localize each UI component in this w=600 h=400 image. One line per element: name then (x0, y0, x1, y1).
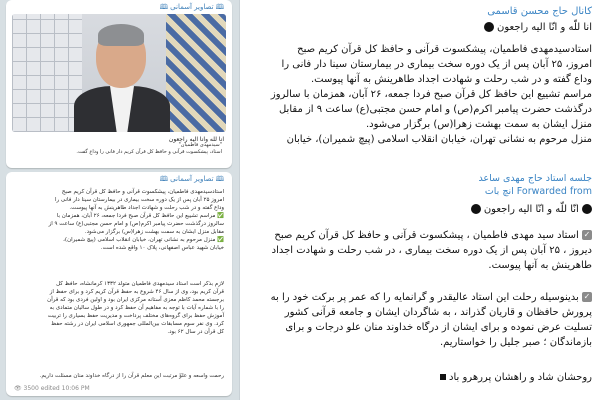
intro-paragraph (252, 42, 592, 147)
text-line: استادسیدمهدی فاطمیان، پیشکسوت قرآنی و حافظ کل قرآن کریم صبح (61, 189, 224, 195)
message-body-2 (12, 280, 224, 336)
channel-link[interactable]: کانال حاج محسن قاسمی (487, 6, 592, 17)
paragraph-2 (252, 228, 592, 273)
quote-text (32, 142, 222, 156)
line-text: تسلیت عرض نموده و برای ایشان از درگاه خداوند منان علو درجات و برای (285, 322, 592, 333)
heading-text-2: انّا للّه و انّا الیه راجعون (483, 204, 579, 215)
text-line: سالروز درگذشت حضرت پیامبر اکرم(ص) و امام حسن مجتبی(ع) ساعت ۹ از (48, 221, 224, 227)
portrait-hair (98, 24, 144, 46)
square-bullet-icon (440, 374, 446, 380)
forwarded-suffix[interactable]: انچ بات (484, 186, 514, 197)
text-line (252, 290, 592, 305)
black-circle-icon (582, 204, 592, 214)
text-line (252, 320, 592, 335)
line-text: بدینوسیله رحلت این استاد عالیقدر و گرانمایه را که عمر پر برکت خود را به (270, 292, 579, 303)
portrait-photo[interactable] (12, 14, 226, 132)
check-icon: ✓ (583, 230, 591, 239)
message-bubble-text[interactable] (6, 172, 232, 396)
message-meta: 👁 3500 edited 10:06 PM (14, 385, 90, 392)
heading-condolence (484, 22, 592, 33)
text-line: استادسیدمهدی فاطمیان، پیشکسوت قرآنی و حافظ کل قرآن کریم صبح (297, 44, 592, 55)
forwarded-from-row (252, 186, 592, 197)
message-closing: رحمت واسعه و علوّ مرتبت این معلم قرآن را از درگاه خداوند منان مسئلت داریم. (39, 373, 224, 379)
text-line: آموزش حفظ برای گروه‌های مختلف پرداخت و مدیریت حفظ بسیاری را تربیت (47, 313, 224, 319)
message-bubble-photo[interactable] (6, 0, 232, 168)
paragraph-3 (252, 290, 592, 350)
text-line: منزل مرحوم به نشانی تهران، خیابان انقلاب اسلامی (پیچ شمیران)، خیابان (286, 134, 592, 145)
line-text: استاد سید مهدی فاطمیان ، پیشکسوت قرآنی و حافظ کل قرآن کریم صبح (274, 230, 579, 241)
text-line (252, 335, 592, 350)
text-line (252, 258, 592, 273)
black-circle-icon (484, 22, 494, 32)
line-text: طاهرینش به آنها پیوست. (488, 260, 592, 271)
text-line: لازم بذکر است استاد سیدمهدی فاطمیان متولد ۱۳۳۲ کرمانشاه، حافظ کل (56, 281, 224, 287)
sender-name[interactable]: 🕮 تصاویر آسمانی 🕮 (159, 175, 224, 183)
forwarded-name[interactable]: جلسه استاد حاج مهدی ساعد (478, 173, 592, 184)
text-line: وداع گفته و در شب رحلت و شهادت اجداد طاهرینش به آنها پیوست. (310, 74, 592, 85)
photo-caption: انا لله وانا الیه راجعون (168, 136, 224, 143)
text-line: وداع گفته و در شب رحلت و شهادت اجداد طاهرینش به آنها پیوست. (69, 205, 224, 211)
text-line: خیابان شهید عباس اصفهانی، پلاک ۱۰ واقع شده است. (100, 245, 224, 251)
article-text (244, 0, 600, 400)
window-lattice (12, 14, 82, 132)
text-line: ✅ مراسم تشییع این حافظ کل قرآن صبح فردا جمعه، ۲۶ آبان، همزمان با (56, 213, 224, 219)
text-line: کل قرآن در سال ۶۲ بود. (167, 329, 224, 335)
line-text: بازماندگان ؛ صبر جلیل را خواستاریم. (439, 337, 592, 348)
tiled-wall (166, 14, 226, 132)
text-line: ✅ منزل مرحوم به نشانی تهران، خیابان انقلاب اسلامی (پیچ شمیران)، (63, 237, 224, 243)
text-line: درگذشت حضرت پیامبر اکرم(ص) و امام حسن مجتبی(ع) ساعت ۹ از مقابل (278, 104, 592, 115)
text-line: مراسم تشییع این حافظ کل قرآن صبح فردا جمعه، ۲۶ آبان، همزمان با سالروز (270, 89, 592, 100)
chat-screenshot (0, 0, 240, 400)
black-circle-icon (471, 204, 481, 214)
line-text: دیروز ، ۲۵ آبان پس از یک دوره سخت بیماری ، در شب رحلت و شهادت اجداد (271, 245, 592, 256)
text-line: منزل ایشان به سمت بهشت زهرا(س) برگزار می‌شود. (365, 119, 592, 130)
text-line (252, 228, 592, 243)
text-line: مقابل منزل ایشان به سمت بهشت زهرا(س) برگزار می‌شود. (84, 229, 224, 235)
text-line: قرآن کریم بود، وی از سال ۴۶ شروع به حفظ قرآن کریم کرد و برای حفظ از (49, 289, 224, 295)
text-line (252, 305, 592, 320)
sender-name[interactable]: 🕮 تصاویر آسمانی 🕮 (159, 3, 224, 11)
quote-line: "سیدمهدی فاطمیان" استاد، پیشکسوت قرآنی و حافظ کل قرآن کریم دار فانی را وداع گفت. (76, 142, 222, 155)
closing-line (436, 372, 592, 383)
heading-condolence-2 (471, 204, 592, 215)
heading-text: انا للّه و انّا الیه راجعون (497, 22, 592, 33)
forwarded-from-label: Forwarded from (516, 186, 592, 197)
forwarded-header (252, 172, 592, 186)
check-icon: ✓ (583, 292, 591, 301)
text-line: برجسته محمد کاظم معزی آستانه مرکزی ایران بود و اولین فردی بود که قرآن (47, 297, 224, 303)
text-line: را با شماره آیات با توجه به مفاهیم آن حفظ کرد و در طول سالیان متمادی به (49, 305, 224, 311)
text-line: امروز، ۲۵ آبان پس از یک دوره سخت بیماری در بیمارستان سینا دار فانی را (281, 59, 592, 70)
text-line: امروز ۲۵ آبان پس از یک دوره سخت بیماری در بیمارستان سینا دار فانی را (54, 197, 224, 203)
message-body-1 (12, 188, 224, 252)
text-line (252, 243, 592, 258)
text-line: کرد. وی نفر سوم مسابقات بین‌المللی جمهوری اسلامی ایران در رشته حفظ (51, 321, 224, 327)
closing-text: روحشان شاد و راهشان پررهرو باد (449, 372, 592, 383)
line-text: پرورش حافظان و قاریان گذراند ، به شاگردان ایشان و جامعه قرآنی کشور (284, 307, 592, 318)
